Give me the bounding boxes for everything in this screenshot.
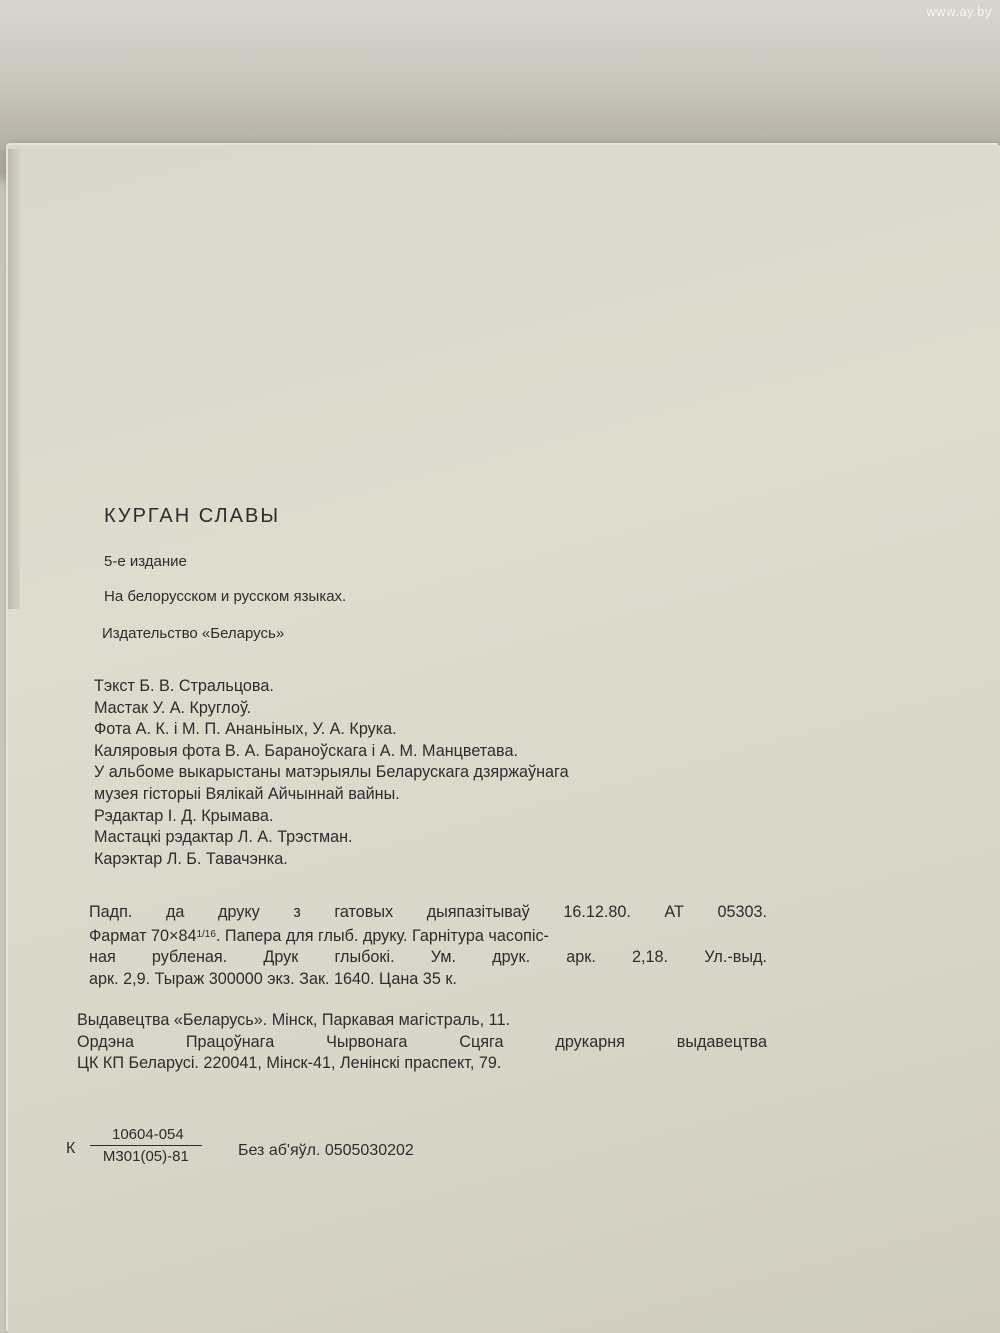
credit-line: Карэктар Л. Б. Тавачэнка. — [94, 849, 288, 868]
address-word: Сцяга — [459, 1032, 504, 1051]
imprint-word: друку — [218, 903, 260, 921]
imprint-word: АТ — [664, 903, 684, 921]
language-note: На белорусском и русском языках. — [104, 588, 347, 605]
index-fraction — [90, 1126, 202, 1165]
imprint-word: Друк — [263, 948, 299, 967]
imprint-word: Ул.-выд. — [704, 948, 767, 967]
address-word: Працоўнага — [185, 1032, 275, 1051]
address-word: Ордэна — [77, 1032, 135, 1051]
imprint-word: друк. — [492, 948, 531, 967]
imprint-word: арк. — [566, 948, 596, 967]
imprint-word: глыбокі. — [334, 948, 395, 967]
format-fraction: 1/16 — [196, 928, 216, 940]
credit-line: музея гісторыі Вялікай Айчыннай вайны. — [94, 784, 400, 803]
book-title: КУРГАН СЛАВЫ — [104, 505, 281, 527]
format-prefix: Фармат 70×84 — [89, 926, 197, 945]
address-line: ЦК КП Беларусі. 220041, Мінск-41, Ленінскі праспект, 79. — [77, 1054, 502, 1073]
background-wall — [0, 0, 1000, 150]
imprint-line — [89, 924, 767, 948]
imprint-word: Ум. — [430, 948, 456, 967]
address-line: Выдавецтва «Беларусь». Мінск, Паркавая магістраль, 11. — [77, 1011, 510, 1029]
credit-line: Мастацкі рэдактар Л. А. Трэстман. — [94, 828, 353, 847]
credit-line: Рэдактар І. Д. Крымава. — [94, 806, 274, 825]
format-line — [89, 924, 549, 948]
imprint-word: 05303. — [717, 903, 767, 921]
imprint-line — [89, 902, 767, 924]
credit-line: Тэкст Б. В. Стральцова. — [94, 677, 274, 695]
publisher-note: Издательство «Беларусь» — [102, 625, 285, 642]
credit-line: Мастак У. А. Круглоў. — [94, 698, 251, 717]
address-line — [77, 1032, 767, 1054]
imprint-word: гатовых — [334, 903, 394, 921]
credit-line: Каляровыя фота В. А. Бараноўскага і А. М. Манцветава. — [94, 741, 518, 760]
no-ad-code: Без аб'яўл. 0505030202 — [238, 1142, 414, 1159]
credits-block — [94, 676, 569, 870]
credit-line: Фота А. К. і М. П. Ананьіных, У. А. Крука. — [94, 720, 397, 739]
watermark: www.ay.by — [926, 4, 992, 19]
imprint-block — [89, 902, 767, 990]
format-rest: . Папера для глыб. друку. Гарнітура часопіс- — [215, 926, 549, 945]
imprint-word: ная — [89, 948, 116, 967]
edition-note: 5-е издание — [104, 553, 187, 570]
index-numerator: 10604-054 — [90, 1126, 202, 1146]
imprint-word: Падп. — [89, 903, 133, 921]
imprint-word: рубленая. — [151, 948, 228, 967]
credit-line: У альбоме выкарыстаны матэрыялы Беларускага дзяржаўнага — [94, 763, 569, 782]
imprint-word: да — [165, 903, 185, 921]
imprint-word: дыяпазітываў — [426, 903, 530, 921]
address-block — [77, 1010, 767, 1075]
imprint-line: арк. 2,9. Тыраж 300000 экз. Зак. 1640. Цана 35 к. — [89, 969, 457, 988]
index-letter: К — [66, 1140, 76, 1157]
index-denominator: М301(05)-81 — [102, 1148, 189, 1165]
address-word: друкарня — [555, 1032, 625, 1051]
imprint-line — [89, 947, 767, 969]
address-word: Чырвонага — [326, 1032, 408, 1051]
address-word: выдавецтва — [676, 1032, 767, 1051]
imprint-word: 2,18. — [632, 948, 669, 967]
imprint-word: з — [293, 903, 301, 921]
imprint-word: 16.12.80. — [563, 903, 631, 921]
page-edge — [8, 149, 20, 609]
